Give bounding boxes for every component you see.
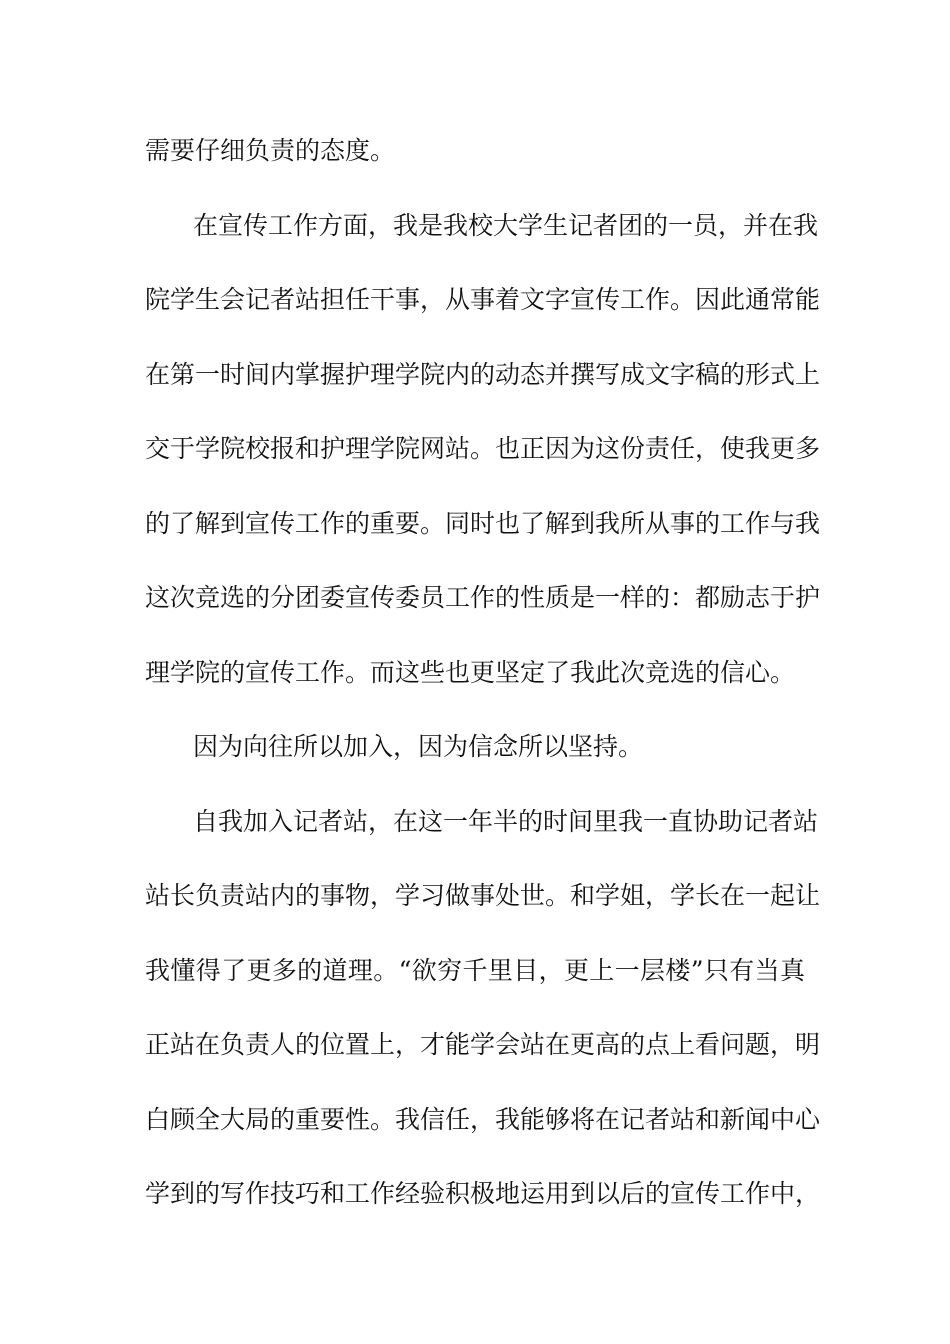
text-line: 的了解到宣传工作的重要。同时也了解到我所从事的工作与我 [145,508,821,538]
text-line: 我懂得了更多的道理。“欲穷千里目，更上一层楼”只有当真 [145,955,805,985]
text-line: 白顾全大局的重要性。我信任，我能够将在记者站和新闻中心 [145,1104,821,1134]
text-line: 这次竞选的分团委宣传委员工作的性质是一样的：都励志于护 [145,583,821,612]
text-line: 理学院的宣传工作。而这些也更坚定了我此次竞选的信心。 [145,657,796,687]
document-body [145,126,821,1244]
text-line: 院学生会记者站担任干事，从事着文字宣传工作。因此通常能 [145,285,821,314]
text-line: 自我加入记者站，在这一年半的时间里我一直协助记者站 [193,806,819,836]
text-line: 在宣传工作方面，我是我校大学生记者团的一员，并在我 [193,210,819,240]
text-line: 需要仔细负责的态度。 [145,136,396,165]
text-line: 正站在负责人的位置上，才能学会站在更高的点上看问题，明 [145,1030,821,1059]
text-line: 学到的写作技巧和工作经验积极地运用到以后的宣传工作中， [145,1179,821,1208]
text-line: 因为向往所以加入，因为信念所以坚持。 [193,732,644,761]
text-line: 站长负责站内的事物，学习做事处世。和学姐，学长在一起让 [145,881,821,910]
text-line: 交于学院校报和护理学院网站。也正因为这份责任，使我更多 [145,434,821,463]
text-line: 在第一时间内掌握护理学院内的动态并撰写成文字稿的形式上 [145,359,821,389]
